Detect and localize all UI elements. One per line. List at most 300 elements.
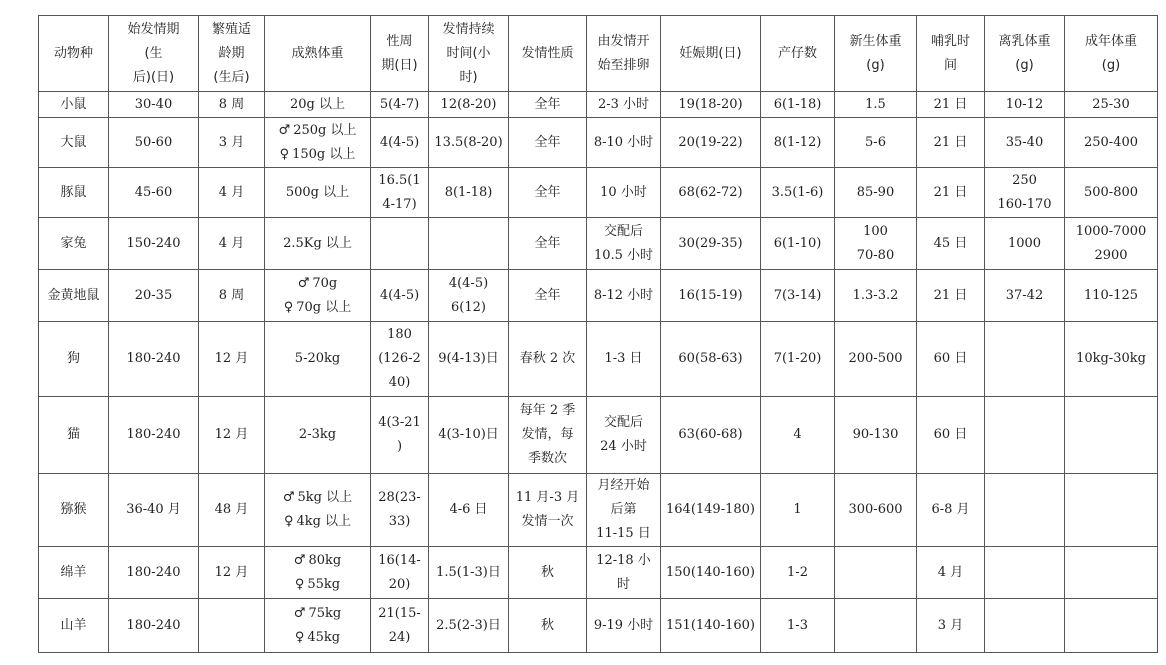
cell-line: 9(4-13)日: [438, 351, 499, 366]
cell-adult-weight: [1065, 474, 1158, 547]
female-symbol-icon: ♀: [283, 299, 294, 315]
cell-litter: [761, 397, 835, 474]
header-line: 离乳体重: [998, 33, 1051, 49]
weight-line: [267, 486, 368, 510]
weight-text: 70g 以上: [296, 299, 352, 315]
weight-line: [267, 423, 368, 447]
header-line: 时): [459, 69, 478, 85]
cell-line: 4 月: [937, 564, 964, 580]
cell-estrus-duration: [429, 270, 509, 322]
header-gestation: [661, 16, 761, 92]
cell-line: 50-60: [134, 134, 173, 150]
cell-lactation: [917, 322, 985, 397]
cell-to-ovulation: [587, 270, 661, 322]
header-line: 发情持续: [442, 21, 495, 37]
table-row: [39, 599, 1158, 653]
header-animal: [39, 16, 109, 92]
cell-line: 6-8 月: [931, 502, 970, 517]
cell-animal: 大鼠: [39, 118, 109, 168]
cell-line: 7(3-14): [773, 287, 822, 303]
cell-mature-weight: [265, 322, 371, 397]
header-line: 后)(日): [132, 69, 175, 85]
cell-line: 180-240: [126, 427, 181, 442]
cell-breeding-age: [199, 547, 265, 599]
cell-animal: 山羊: [39, 599, 109, 653]
weight-line: [267, 510, 368, 534]
table-row: [39, 168, 1158, 218]
cell-weaning-weight: [985, 168, 1065, 218]
cell-to-ovulation: [587, 474, 661, 547]
cell-lactation: [917, 270, 985, 322]
header-line: 成年体重: [1084, 33, 1137, 49]
weight-line: [267, 119, 368, 143]
cell-line: 68(62-72): [678, 184, 743, 200]
cell-estrus-duration: [429, 474, 509, 547]
cell-line: 40): [388, 375, 411, 390]
header-line: 哺乳时: [930, 33, 970, 49]
cell-line: 60 日: [933, 427, 968, 442]
cell-cycle: [371, 397, 429, 474]
header-line: 时间(小: [446, 45, 491, 61]
cell-line: 4-17): [382, 196, 417, 212]
cell-line: 180: [387, 327, 412, 342]
cell-line: 季数次: [527, 451, 567, 466]
cell-line: 20): [388, 576, 411, 592]
cell-weaning-weight: [985, 270, 1065, 322]
cell-line: 45-60: [134, 184, 173, 200]
cell-line: 6(1-18): [773, 96, 822, 112]
cell-line: 后第: [610, 502, 637, 517]
cell-to-ovulation: [587, 599, 661, 653]
header-cycle: [371, 16, 429, 92]
cell-line: 11-15 日: [596, 526, 651, 541]
cell-mature-weight: [265, 92, 371, 118]
cell-line: 8(1-12): [773, 134, 822, 150]
cell-line: 1-2: [787, 564, 808, 580]
header-line: 产仔数: [777, 45, 817, 61]
cell-line: 60(58-63): [678, 351, 743, 366]
cell-mature-weight: [265, 599, 371, 653]
cell-line: 3 月: [937, 617, 964, 633]
cell-estrus-type: [509, 474, 587, 547]
cell-line: 全年: [534, 235, 561, 251]
cell-lactation: [917, 92, 985, 118]
cell-litter: [761, 599, 835, 653]
cell-gestation: [661, 270, 761, 322]
cell-animal: 小鼠: [39, 92, 109, 118]
cell-animal: 狗: [39, 322, 109, 397]
header-line: (生: [144, 45, 163, 61]
cell-line: 4 月: [218, 184, 245, 200]
cell-line: 180-240: [126, 351, 181, 366]
header-estrus-type: [509, 16, 587, 92]
cell-line: 10kg-30kg: [1076, 351, 1146, 366]
table-row: [39, 218, 1158, 270]
cell-line: 4-6 日: [449, 502, 488, 517]
cell-line: 21(15-: [378, 605, 421, 621]
weight-text: 500g 以上: [285, 184, 350, 200]
cell-line: 4(4-5): [379, 134, 420, 150]
cell-weaning-weight: [985, 118, 1065, 168]
cell-first-estrus: [109, 92, 199, 118]
male-symbol-icon: ♂: [293, 552, 306, 568]
cell-line: 发情一次: [521, 514, 574, 529]
cell-estrus-type: [509, 270, 587, 322]
cell-adult-weight: [1065, 547, 1158, 599]
cell-line: 5(4-7): [379, 96, 420, 112]
cell-line: 21 日: [933, 184, 968, 200]
cell-line: 21 日: [933, 134, 968, 150]
cell-animal: 豚鼠: [39, 168, 109, 218]
header-line: (g): [1101, 57, 1121, 73]
weight-text: 4kg 以上: [296, 514, 352, 529]
cell-animal: 金黄地鼠: [39, 270, 109, 322]
cell-line: 10.5 小时: [593, 247, 654, 263]
cell-first-estrus: [109, 270, 199, 322]
header-line: 新生体重: [849, 33, 902, 49]
cell-line: 45 日: [933, 235, 968, 251]
cell-line: 19(18-20): [678, 96, 743, 112]
header-line: 妊娠期(日): [679, 45, 742, 61]
cell-breeding-age: [199, 397, 265, 474]
weight-line: [267, 626, 368, 650]
header-line: 成熟体重: [291, 45, 344, 61]
cell-line: 10-12: [1005, 96, 1044, 112]
cell-animal: 猕猴: [39, 474, 109, 547]
header-line: 始至排卵: [597, 57, 650, 73]
cell-first-estrus: [109, 118, 199, 168]
cell-weaning-weight: [985, 599, 1065, 653]
cell-litter: [761, 92, 835, 118]
cell-lactation: [917, 474, 985, 547]
cell-line: 7(1-20): [773, 351, 822, 366]
cell-mature-weight: [265, 397, 371, 474]
weight-line: [267, 296, 368, 320]
header-row: [39, 16, 1158, 92]
cell-adult-weight: [1065, 322, 1158, 397]
cell-to-ovulation: [587, 168, 661, 218]
cell-line: 6(1-10): [773, 235, 822, 251]
cell-litter: [761, 474, 835, 547]
cell-line: 164(149-180): [666, 502, 755, 517]
cell-cycle: [371, 118, 429, 168]
cell-line: 3.5(1-6): [771, 184, 824, 200]
cell-line: 24): [388, 629, 411, 645]
table-row: [39, 322, 1158, 397]
weight-line: [267, 181, 368, 205]
cell-gestation: [661, 547, 761, 599]
cell-line: 秋: [540, 564, 554, 580]
cell-estrus-duration: [429, 547, 509, 599]
cell-line: 30(29-35): [678, 235, 743, 251]
cell-line: 8-10 小时: [593, 134, 654, 150]
cell-line: 500-800: [1083, 184, 1139, 200]
cell-weaning-weight: [985, 218, 1065, 270]
cell-lactation: [917, 168, 985, 218]
cell-animal: 家兔: [39, 218, 109, 270]
cell-newborn-weight: [835, 599, 917, 653]
cell-line: 全年: [534, 134, 561, 150]
female-symbol-icon: ♀: [279, 146, 290, 162]
weight-text: 5kg 以上: [297, 490, 353, 505]
cell-line: 8(1-18): [444, 184, 493, 200]
cell-animal: 绵羊: [39, 547, 109, 599]
weight-text: 70g: [312, 275, 338, 291]
cell-newborn-weight: [835, 118, 917, 168]
weight-text: 150g 以上: [292, 146, 356, 162]
weight-text: 55kg: [307, 576, 341, 592]
cell-mature-weight: [265, 118, 371, 168]
female-symbol-icon: ♀: [294, 576, 305, 592]
cell-line: 16.5(1: [378, 172, 421, 188]
cell-newborn-weight: [835, 322, 917, 397]
cell-estrus-duration: [429, 218, 509, 270]
cell-mature-weight: [265, 547, 371, 599]
cell-breeding-age: [199, 322, 265, 397]
header-line: 发情性质: [521, 45, 574, 61]
cell-breeding-age: [199, 168, 265, 218]
cell-first-estrus: [109, 397, 199, 474]
cell-gestation: [661, 599, 761, 653]
cell-line: 1.5(1-3)日: [436, 564, 501, 580]
header-estrus-duration: [429, 16, 509, 92]
cell-line: 1-3 日: [604, 351, 643, 366]
weight-line: [267, 93, 368, 117]
cell-line: 151(140-160): [666, 617, 755, 633]
cell-cycle: [371, 547, 429, 599]
cell-line: 8-12 小时: [593, 287, 654, 303]
cell-lactation: [917, 547, 985, 599]
cell-line: 4(3-10)日: [438, 427, 499, 442]
cell-adult-weight: [1065, 599, 1158, 653]
cell-line: 37-42: [1005, 287, 1044, 303]
cell-estrus-type: [509, 218, 587, 270]
cell-first-estrus: [109, 599, 199, 653]
cell-line: 4 月: [218, 235, 245, 251]
cell-weaning-weight: [985, 322, 1065, 397]
cell-first-estrus: [109, 322, 199, 397]
cell-line: 85-90: [856, 184, 895, 200]
cell-line: 交配后: [603, 223, 643, 239]
table-row: [39, 270, 1158, 322]
cell-line: 4(4-5): [379, 287, 420, 303]
cell-cycle: [371, 322, 429, 397]
cell-line: 月经开始: [597, 478, 650, 493]
header-breeding-age: [199, 16, 265, 92]
weight-line: [267, 347, 368, 371]
cell-first-estrus: [109, 547, 199, 599]
cell-breeding-age: [199, 218, 265, 270]
cell-line: 8 周: [218, 96, 245, 112]
weight-line: [267, 272, 368, 296]
cell-litter: [761, 322, 835, 397]
cell-estrus-duration: [429, 599, 509, 653]
weight-line: [267, 143, 368, 167]
cell-mature-weight: [265, 168, 371, 218]
cell-line: 33): [388, 514, 411, 529]
cell-line: 13.5(8-20): [434, 134, 503, 150]
header-line: 始发情期: [127, 21, 180, 37]
cell-line: 180-240: [126, 617, 181, 633]
cell-line: 110-125: [1083, 287, 1139, 303]
cell-adult-weight: [1065, 118, 1158, 168]
cell-line: 1000-7000: [1075, 223, 1147, 239]
cell-estrus-duration: [429, 322, 509, 397]
cell-adult-weight: [1065, 218, 1158, 270]
cell-estrus-type: [509, 547, 587, 599]
cell-line: 250-400: [1083, 134, 1139, 150]
cell-lactation: [917, 397, 985, 474]
cell-line: 全年: [534, 96, 561, 112]
cell-newborn-weight: [835, 397, 917, 474]
header-line: 期(日): [381, 57, 418, 73]
cell-estrus-type: [509, 118, 587, 168]
header-weaning-weight: [985, 16, 1065, 92]
cell-line: 48 月: [214, 502, 249, 517]
cell-breeding-age: [199, 599, 265, 653]
table-row: [39, 547, 1158, 599]
table-row: [39, 118, 1158, 168]
cell-mature-weight: [265, 270, 371, 322]
weight-line: [267, 573, 368, 597]
female-symbol-icon: ♀: [294, 629, 305, 645]
weight-line: [267, 549, 368, 573]
cell-line: 12 月: [214, 427, 249, 442]
weight-text: 20g 以上: [290, 96, 345, 112]
cell-gestation: [661, 118, 761, 168]
cell-line: 30-40: [134, 96, 173, 112]
cell-weaning-weight: [985, 474, 1065, 547]
cell-line: 20-35: [134, 287, 173, 303]
cell-line: 3 月: [218, 134, 245, 150]
male-symbol-icon: ♂: [278, 122, 291, 138]
cell-line: 5-6: [865, 134, 886, 150]
cell-cycle: [371, 218, 429, 270]
cell-to-ovulation: [587, 322, 661, 397]
cell-to-ovulation: [587, 397, 661, 474]
cell-line: 25-30: [1092, 96, 1130, 112]
cell-line: 6(12): [451, 299, 486, 315]
cell-lactation: [917, 599, 985, 653]
cell-line: 交配后: [603, 415, 643, 430]
cell-cycle: [371, 474, 429, 547]
cell-line: 28(23-: [378, 490, 421, 505]
cell-line: 2900: [1094, 247, 1128, 263]
cell-estrus-type: [509, 322, 587, 397]
cell-line: 21 日: [933, 287, 968, 303]
cell-line: 150(140-160): [666, 564, 755, 580]
cell-line: 300-600: [848, 502, 903, 517]
cell-line: 9-19 小时: [593, 617, 654, 633]
male-symbol-icon: ♂: [293, 605, 306, 621]
header-line: 间: [943, 57, 957, 73]
cell-line: 春秋 2 次: [519, 351, 576, 366]
cell-litter: [761, 218, 835, 270]
table-row: [39, 474, 1158, 547]
cell-line: ): [396, 439, 403, 454]
weight-line: [267, 602, 368, 626]
cell-litter: [761, 547, 835, 599]
weight-text: 2-3kg: [298, 427, 337, 442]
table-row: [39, 397, 1158, 474]
cell-line: 秋: [540, 617, 554, 633]
cell-estrus-type: [509, 397, 587, 474]
cell-line: 180-240: [126, 564, 181, 580]
cell-newborn-weight: [835, 168, 917, 218]
weight-text: 2.5Kg 以上: [283, 235, 352, 251]
cell-weaning-weight: [985, 397, 1065, 474]
header-line: 性周: [386, 33, 413, 49]
header-line: 由发情开: [597, 33, 650, 49]
weight-text: 45kg: [307, 629, 341, 645]
cell-to-ovulation: [587, 92, 661, 118]
cell-line: 20(19-22): [678, 134, 743, 150]
cell-line: 10 小时: [600, 184, 647, 200]
cell-estrus-duration: [429, 92, 509, 118]
header-line: (g): [866, 57, 885, 73]
cell-line: 200-500: [848, 351, 903, 366]
cell-first-estrus: [109, 474, 199, 547]
cell-weaning-weight: [985, 92, 1065, 118]
cell-line: 36-40 月: [126, 502, 181, 517]
weight-text: 5-20kg: [294, 351, 341, 366]
cell-line: (126-2: [378, 351, 421, 366]
cell-first-estrus: [109, 218, 199, 270]
header-litter: [761, 16, 835, 92]
cell-lactation: [917, 218, 985, 270]
cell-animal: 猫: [39, 397, 109, 474]
cell-line: 60 日: [933, 351, 968, 366]
cell-line: 35-40: [1005, 134, 1044, 150]
header-line: (生后): [213, 69, 250, 85]
table-row: [39, 92, 1158, 118]
header-line: (g): [1015, 57, 1034, 73]
cell-line: 1000: [1007, 235, 1042, 251]
cell-lactation: [917, 118, 985, 168]
cell-line: 1.5: [865, 96, 886, 112]
cell-line: 70-80: [856, 247, 895, 263]
weight-text: 80kg: [308, 552, 342, 568]
cell-line: 24 小时: [600, 439, 647, 454]
cell-line: 全年: [534, 184, 561, 200]
weight-text: 75kg: [308, 605, 342, 621]
cell-line: 2-3 小时: [597, 96, 650, 112]
cell-line: 250: [1012, 172, 1037, 188]
cell-line: 1.3-3.2: [852, 287, 899, 303]
cell-mature-weight: [265, 218, 371, 270]
cell-estrus-type: [509, 599, 587, 653]
cell-newborn-weight: [835, 547, 917, 599]
cell-adult-weight: [1065, 270, 1158, 322]
cell-line: 2.5(2-3)日: [436, 617, 501, 633]
cell-cycle: [371, 168, 429, 218]
female-symbol-icon: ♀: [283, 514, 294, 529]
cell-line: 90-130: [852, 427, 899, 442]
cell-line: 63(60-68): [678, 427, 743, 442]
male-symbol-icon: ♂: [297, 275, 310, 291]
header-mature-weight: [265, 16, 371, 92]
header-line: 龄期: [218, 45, 245, 61]
cell-estrus-duration: [429, 168, 509, 218]
header-newborn-weight: [835, 16, 917, 92]
cell-cycle: [371, 599, 429, 653]
header-to-ovulation: [587, 16, 661, 92]
cell-estrus-duration: [429, 118, 509, 168]
cell-estrus-type: [509, 168, 587, 218]
male-symbol-icon: ♂: [282, 490, 295, 505]
cell-mature-weight: [265, 474, 371, 547]
cell-estrus-duration: [429, 397, 509, 474]
